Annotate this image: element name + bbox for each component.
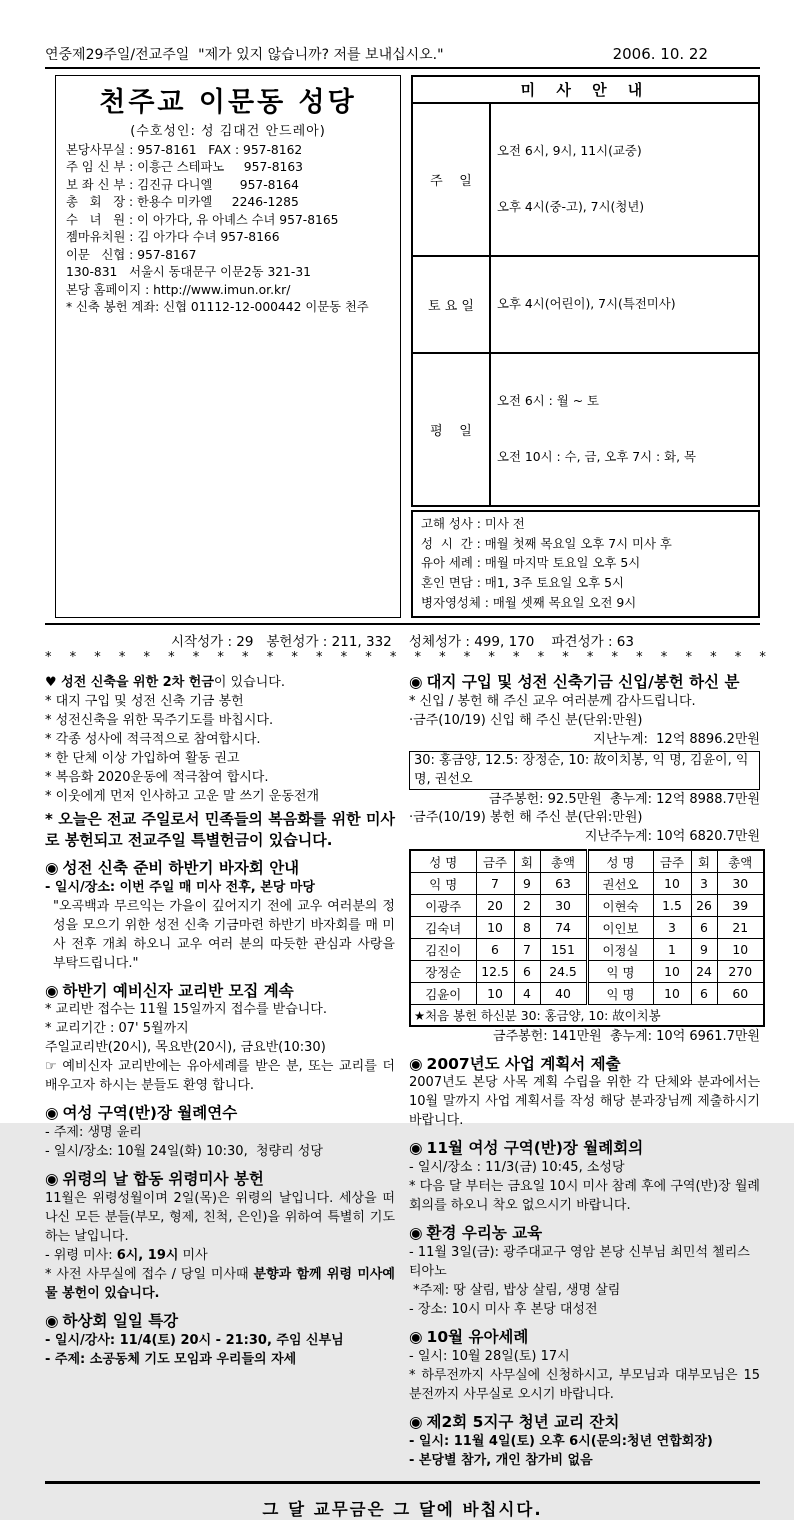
mission-sunday-notice: * 오늘은 전교 주일로서 민족들의 복음화를 위한 미사로 봉헌되고 전교주일 특별헌금이 있습니다. xyxy=(45,809,395,849)
meeting-when-where: - 일시/장소 : 11/3(금) 10:45, 소성당 xyxy=(409,1160,625,1176)
star-icon: ★ xyxy=(414,1008,426,1024)
table-cell: 익 명 xyxy=(410,873,476,895)
time-line: 오후 4시(중-고), 7시(청년) xyxy=(497,199,645,215)
table-cell: 이현숙 xyxy=(587,895,653,917)
section-all-souls-day xyxy=(45,1169,395,1304)
section-title-text: 위령의 날 합동 위령미사 봉헌 xyxy=(62,1170,264,1189)
table-cell: 1.5 xyxy=(653,895,691,917)
text-line: * 각종 성사에 적극적으로 참여합시다. xyxy=(45,731,261,747)
holy-hour-line: 성 시 간 : 매월 첫째 목요일 오후 7시 미사 후 xyxy=(421,535,672,551)
table-cell: 20 xyxy=(476,895,514,917)
time-cell xyxy=(491,354,758,505)
table-cell: 김숙녀 xyxy=(410,917,476,939)
catechism-note xyxy=(45,1058,395,1096)
baptism-when-line: - 일시: 10월 28일(토) 17시 xyxy=(409,1348,570,1364)
top-boxes xyxy=(45,69,760,625)
time-cell xyxy=(491,257,758,352)
mass-suffix: 미사 xyxy=(178,1248,208,1264)
col-header-week: 금주 xyxy=(653,850,691,873)
section-eco-farming-education xyxy=(409,1223,760,1320)
bullet-icon: ◉ xyxy=(409,1139,423,1158)
table-row xyxy=(410,983,764,1005)
table-cell: 10 xyxy=(476,983,514,1005)
note-text: 예비신자 교리반에는 유아세례를 받은 분, 또는 교리를 더 배우고자 하시는 분들도 환영 합니다. xyxy=(45,1059,395,1094)
section-title-text: 성전 신축 준비 하반기 바자회 안내 xyxy=(62,858,300,877)
section-title xyxy=(45,981,395,1002)
table-cell: 2 xyxy=(514,895,540,917)
table-row xyxy=(410,895,764,917)
lecture-when-speaker: - 일시/강사: 11/4(토) 20시 - 21:30, 주임 신부님 xyxy=(45,1332,344,1348)
text-line: * 복음화 2020운동에 적극참여 합시다. xyxy=(45,769,269,785)
table-cell: 60 xyxy=(717,983,764,1005)
section-title xyxy=(45,1311,395,1332)
baptism-note: * 하루전까지 사무실에 신청하시고, 부모님과 대부모님은 15분전까지 사무실로 오시기 바랍니다. xyxy=(409,1367,760,1402)
table-cell: 이광주 xyxy=(410,895,476,917)
col-header-count: 회 xyxy=(691,850,717,873)
note-normal-part: * 사전 사무실에 접수 / 당일 미사때 xyxy=(45,1266,254,1282)
memorial-offering-note xyxy=(45,1266,395,1304)
mass-row-saturday xyxy=(413,257,758,354)
bulletin-date: 2006. 10. 22 xyxy=(612,45,708,63)
lecture-topic: - 주제: 소공동체 기도 모임과 우리들의 자세 xyxy=(45,1351,297,1367)
pledge-donors-week-line: ·금주(10/19) 봉헌 해 주신 분(단위:만원) xyxy=(409,810,643,826)
new-donors-week-line: ·금주(10/19) 신입 해 주신 분(단위:만원) xyxy=(409,712,643,728)
week-sum-line: 금주봉헌: 92.5만원 총누계: 12억 8988.7만원 xyxy=(488,791,760,807)
week-total-line: 금주봉헌: 141만원 총누계: 10억 6961.7만원 xyxy=(493,1029,760,1045)
meeting-note: * 다음 달 부터는 금요일 10시 미사 참례 후에 구역(반)장 월례회의를 하오니 착오 없으시기 바랍니다. xyxy=(409,1179,760,1214)
table-cell: 이정실 xyxy=(587,939,653,961)
mass-times: 6시, 19시 xyxy=(116,1248,179,1264)
bazaar-quote: "오곡백과 무르익는 가을이 깊어지기 전에 교우 여러분의 정성을 모으기 위한 성전 신축 기금마련 하반기 바자회를 매 미사 전후 개최 하오니 교우 여러 분의 따듯한 관심과 사랑을 부탁드립니다." xyxy=(53,898,395,971)
text-line: * 대지 구입 및 성전 신축 기금 봉헌 xyxy=(45,693,244,709)
all-souls-paragraph: 11월은 위령성월이며 2일(목)은 위령의 날입니다. 세상을 떠나신 모든 분들(부모, 형제, 친척, 은인)을 위하여 특별히 기도하는 날입니다. xyxy=(45,1191,395,1245)
bullet-icon: ◉ xyxy=(45,981,59,1000)
mass-row-sunday xyxy=(413,104,758,257)
section-title xyxy=(45,858,395,879)
section-second-collection xyxy=(45,674,395,851)
table-cell: 8 xyxy=(514,917,540,939)
table-cell: 장정순 xyxy=(410,961,476,983)
section-title xyxy=(409,1054,760,1075)
bulletin-header xyxy=(45,44,760,69)
table-cell: 9 xyxy=(691,939,717,961)
section-youth-catechism-festival xyxy=(409,1412,760,1471)
section-building-fund xyxy=(409,672,760,1046)
table-cell: 9 xyxy=(514,873,540,895)
table-cell: 24.5 xyxy=(540,961,587,983)
table-cell: 익 명 xyxy=(587,983,653,1005)
section-title xyxy=(409,1327,760,1348)
education-place-line: - 장소: 10시 미사 후 본당 대성전 xyxy=(409,1301,598,1317)
bullet-icon: ◉ xyxy=(409,1327,423,1346)
pointing-hand-icon: ☞ xyxy=(45,1059,57,1075)
section-title-text: 제2회 5지구 청년 교리 잔치 xyxy=(426,1412,620,1431)
footer-slogan: 그 달 교무금은 그 달에 바칩시다. xyxy=(262,1499,543,1519)
section-november-monthly-meeting xyxy=(409,1138,760,1216)
col-header-week: 금주 xyxy=(476,850,514,873)
table-cell: 3 xyxy=(653,917,691,939)
text-line: - 일시/장소: 10월 24일(화) 10:30, 청량리 성당 xyxy=(45,1144,323,1160)
section-title xyxy=(45,1169,395,1190)
section-title xyxy=(409,672,760,693)
table-cell: 63 xyxy=(540,873,587,895)
mass-prefix: - 위령 미사: xyxy=(45,1248,117,1264)
table-cell: 10 xyxy=(653,961,691,983)
section-title-text: 2007년도 사업 계획서 제출 xyxy=(426,1054,621,1073)
church-title: 천주교 이문동 성당 xyxy=(99,87,357,118)
previous-week-total-line: 지난주누계: 10억 6820.7만원 xyxy=(584,829,760,845)
table-cell: 6 xyxy=(514,961,540,983)
table-row xyxy=(410,917,764,939)
table-cell: 1 xyxy=(653,939,691,961)
new-donors-box: 30: 홍금양, 12.5: 장정순, 10: 故이치봉, 익 명, 김윤이, 익 명, 권선오 xyxy=(409,751,760,790)
bulletin-footer xyxy=(45,1481,760,1520)
plan-paragraph: 2007년도 본당 사목 계획 수립을 위한 각 단체와 분과에서는 10월 말까지 사업 계획서를 작성 해당 분과장님께 제출하시기 바랍니다. xyxy=(409,1075,760,1129)
table-footnote-row xyxy=(410,1005,764,1027)
mass-schedule-box xyxy=(411,75,760,507)
bullet-icon: ◉ xyxy=(409,1224,423,1243)
previous-total-line: 지난누계: 12억 8896.2만원 xyxy=(593,731,760,747)
table-cell: 40 xyxy=(540,983,587,1005)
table-cell: 26 xyxy=(691,895,717,917)
footnote-text: 처음 봉헌 하신분 30: 홍금양, 10: 故이치봉 xyxy=(425,1008,661,1024)
time-line: 오후 4시(어린이), 7시(특전미사) xyxy=(497,296,676,312)
table-cell: 6 xyxy=(691,917,717,939)
text-line: * 성전신축을 위한 묵주기도를 바칩시다. xyxy=(45,712,274,728)
time-cell xyxy=(491,104,758,255)
marriage-interview-line: 혼인 면담 : 매1, 3주 토요일 오후 5시 xyxy=(421,575,624,591)
table-cell: 익 명 xyxy=(587,961,653,983)
col-header-count: 회 xyxy=(514,850,540,873)
education-topic-line: *주제: 땅 살림, 밥상 살림, 생명 살림 xyxy=(409,1283,621,1299)
donor-table xyxy=(409,849,765,1027)
table-cell: 74 xyxy=(540,917,587,939)
contact-line-convent: 수 녀 원 : 이 아가다, 유 아녜스 수녀 957-8165 xyxy=(66,212,339,227)
bullet-icon: ◉ xyxy=(45,858,59,877)
day-cell: 주 일 xyxy=(413,104,491,255)
table-cell: 김진이 xyxy=(410,939,476,961)
mass-info-column xyxy=(411,75,760,618)
contact-line-credit-union: 이문 신협 : 957-8167 xyxy=(66,247,197,262)
week-title: 연중제29주일/전교주일 "제가 있지 않습니까? 저를 보내십시오." xyxy=(45,47,444,63)
table-cell: 21 xyxy=(717,917,764,939)
section-title xyxy=(409,1412,760,1433)
church-info-box xyxy=(55,75,401,618)
memorial-mass-line xyxy=(45,1247,395,1266)
section-title-text: 10월 유아세례 xyxy=(426,1327,529,1346)
table-cell: 7 xyxy=(514,939,540,961)
sacraments-box xyxy=(411,510,760,618)
address-line: 130-831 서울시 동대문구 이문2동 321-31 xyxy=(66,265,311,280)
bullet-icon: ◉ xyxy=(45,1104,59,1123)
table-cell: 10 xyxy=(476,917,514,939)
section-title-text: 하상회 일일 특강 xyxy=(62,1311,179,1330)
section-title xyxy=(409,1138,760,1159)
section-women-leaders-training xyxy=(45,1103,395,1162)
section-title-text: 11월 여성 구역(반)장 월례회의 xyxy=(426,1139,644,1158)
text-line: 주일교리반(20시), 목요반(20시), 금요반(10:30) xyxy=(45,1040,326,1056)
homepage-line: 본당 홈페이지 : http://www.imun.or.kr/ xyxy=(66,282,291,297)
infant-baptism-line: 유아 세례 : 매월 마지막 토요일 오후 5시 xyxy=(421,555,641,571)
text-line: * 교리반 접수는 11월 15일까지 접수를 받습니다. xyxy=(45,1002,327,1018)
table-cell: 30 xyxy=(717,873,764,895)
day-cell: 토 요 일 xyxy=(413,257,491,352)
table-row xyxy=(410,873,764,895)
contact-line-kindergarten: 젬마유치원 : 김 아가다 수녀 957-8166 xyxy=(66,230,280,245)
mass-schedule-title: 미 사 안 내 xyxy=(413,77,758,104)
patron-saint-line: (수호성인: 성 김대건 안드레아) xyxy=(130,124,326,139)
table-cell: 12.5 xyxy=(476,961,514,983)
text-line: * 이웃에게 먼저 인사하고 고운 말 쓰기 운동전개 xyxy=(45,788,320,804)
section-hasanghoe-lecture xyxy=(45,1311,395,1370)
section-title-text: 여성 구역(반)장 월례연수 xyxy=(62,1104,238,1123)
table-row xyxy=(410,961,764,983)
table-cell: 39 xyxy=(717,895,764,917)
table-cell: 3 xyxy=(691,873,717,895)
festival-when-line: - 일시: 11월 4일(토) 오후 6시(문의:청년 연합회장) xyxy=(409,1433,713,1449)
title-bold-part: 성전 신축을 위한 2차 헌금 xyxy=(56,675,214,691)
bullet-icon: ◉ xyxy=(45,1170,59,1189)
time-line: 오전 6시 : 월 ~ 토 xyxy=(497,393,599,409)
col-header-name: 성 명 xyxy=(587,850,653,873)
note-bold-part: 분향과 함께 위령 미사예물 봉헌이 있습니다. xyxy=(45,1266,395,1301)
hymn-numbers-line: 시작성가 : 29 봉헌성가 : 211, 332 성체성가 : 499, 170 파견성가 : 63 xyxy=(171,634,634,651)
table-cell: 270 xyxy=(717,961,764,983)
table-cell: 151 xyxy=(540,939,587,961)
text-line: * 한 단체 이상 가입하여 활동 권고 xyxy=(45,750,240,766)
contact-line-pastor: 주 임 신 부 : 이흥근 스테파노 957-8163 xyxy=(66,160,304,175)
table-cell: 6 xyxy=(476,939,514,961)
time-line: 오전 10시 : 수, 금, 오후 7시 : 화, 목 xyxy=(497,448,696,464)
sick-communion-line: 병자영성체 : 매월 셋째 목요일 오전 9시 xyxy=(421,595,637,611)
bullet-icon: ◉ xyxy=(409,1412,423,1431)
festival-fee-line: - 본당별 참가, 개인 참가비 없음 xyxy=(409,1452,593,1468)
mass-row-weekday xyxy=(413,354,758,505)
col-header-name: 성 명 xyxy=(410,850,476,873)
time-line: 오전 6시, 9시, 11시(교중) xyxy=(497,143,642,159)
section-title xyxy=(409,1223,760,1244)
table-cell: 10 xyxy=(653,983,691,1005)
bullet-icon: ◉ xyxy=(45,1311,59,1330)
section-title-text: 대지 구입 및 성전 신축기금 신입/봉헌 하신 분 xyxy=(426,673,740,692)
left-column xyxy=(45,667,395,1471)
bullet-icon: ◉ xyxy=(409,1054,423,1073)
table-cell: 24 xyxy=(691,961,717,983)
section-title xyxy=(45,674,395,693)
education-speaker-line: - 11월 3일(금): 광주대교구 영암 본당 신부님 최민석 첼리스티아노 xyxy=(409,1245,750,1280)
table-row xyxy=(410,939,764,961)
section-october-infant-baptism xyxy=(409,1327,760,1405)
bullet-icon: ◉ xyxy=(409,673,423,692)
table-header-row xyxy=(410,850,764,873)
text-line: - 주제: 생명 윤리 xyxy=(45,1125,142,1141)
confession-line: 고해 성사 : 미사 전 xyxy=(421,515,525,531)
donation-account-line: * 신축 봉헌 계좌: 신협 01112-12-000442 이문동 천주 xyxy=(66,300,369,315)
section-title xyxy=(45,1103,395,1124)
contact-line-president: 총 회 장 : 한용수 미카엘 2246-1285 xyxy=(66,195,299,210)
table-cell: 김윤이 xyxy=(410,983,476,1005)
thanks-line: * 신입 / 봉헌 해 주신 교우 여러분께 감사드립니다. xyxy=(409,693,696,709)
body-columns xyxy=(45,667,760,1471)
stars-separator: * * * * * * * * * * * * * * * * * * * * * * * * * * * * * * xyxy=(45,650,766,666)
table-cell: 30 xyxy=(540,895,587,917)
first-donors-footnote xyxy=(410,1005,764,1027)
section-title-text: 환경 우리농 교육 xyxy=(426,1224,543,1243)
col-header-total: 총액 xyxy=(717,850,764,873)
section-bazaar xyxy=(45,858,395,974)
right-column xyxy=(409,667,760,1471)
table-cell: 6 xyxy=(691,983,717,1005)
section-catechism-class xyxy=(45,981,395,1097)
day-cell: 평 일 xyxy=(413,354,491,505)
heart-icon: ♥ xyxy=(45,675,57,691)
table-cell: 4 xyxy=(514,983,540,1005)
section-2007-plan xyxy=(409,1054,760,1132)
text-line: * 교리기간 : 07' 5월까지 xyxy=(45,1021,189,1037)
contact-line-assistant: 보 좌 신 부 : 김진규 다니엘 957-8164 xyxy=(66,177,299,192)
bazaar-when-where: - 일시/장소: 이번 주일 매 미사 전후, 본당 마당 xyxy=(45,879,315,895)
title-rest-part: 이 있습니다. xyxy=(213,675,285,691)
table-cell: 10 xyxy=(717,939,764,961)
table-cell: 10 xyxy=(653,873,691,895)
col-header-total: 총액 xyxy=(540,850,587,873)
contact-line-office: 본당사무실 : 957-8161 FAX : 957-8162 xyxy=(66,143,303,157)
table-cell: 권선오 xyxy=(587,873,653,895)
table-cell: 이인보 xyxy=(587,917,653,939)
section-title-text: 하반기 예비신자 교리반 모집 계속 xyxy=(62,981,294,1000)
table-cell: 7 xyxy=(476,873,514,895)
